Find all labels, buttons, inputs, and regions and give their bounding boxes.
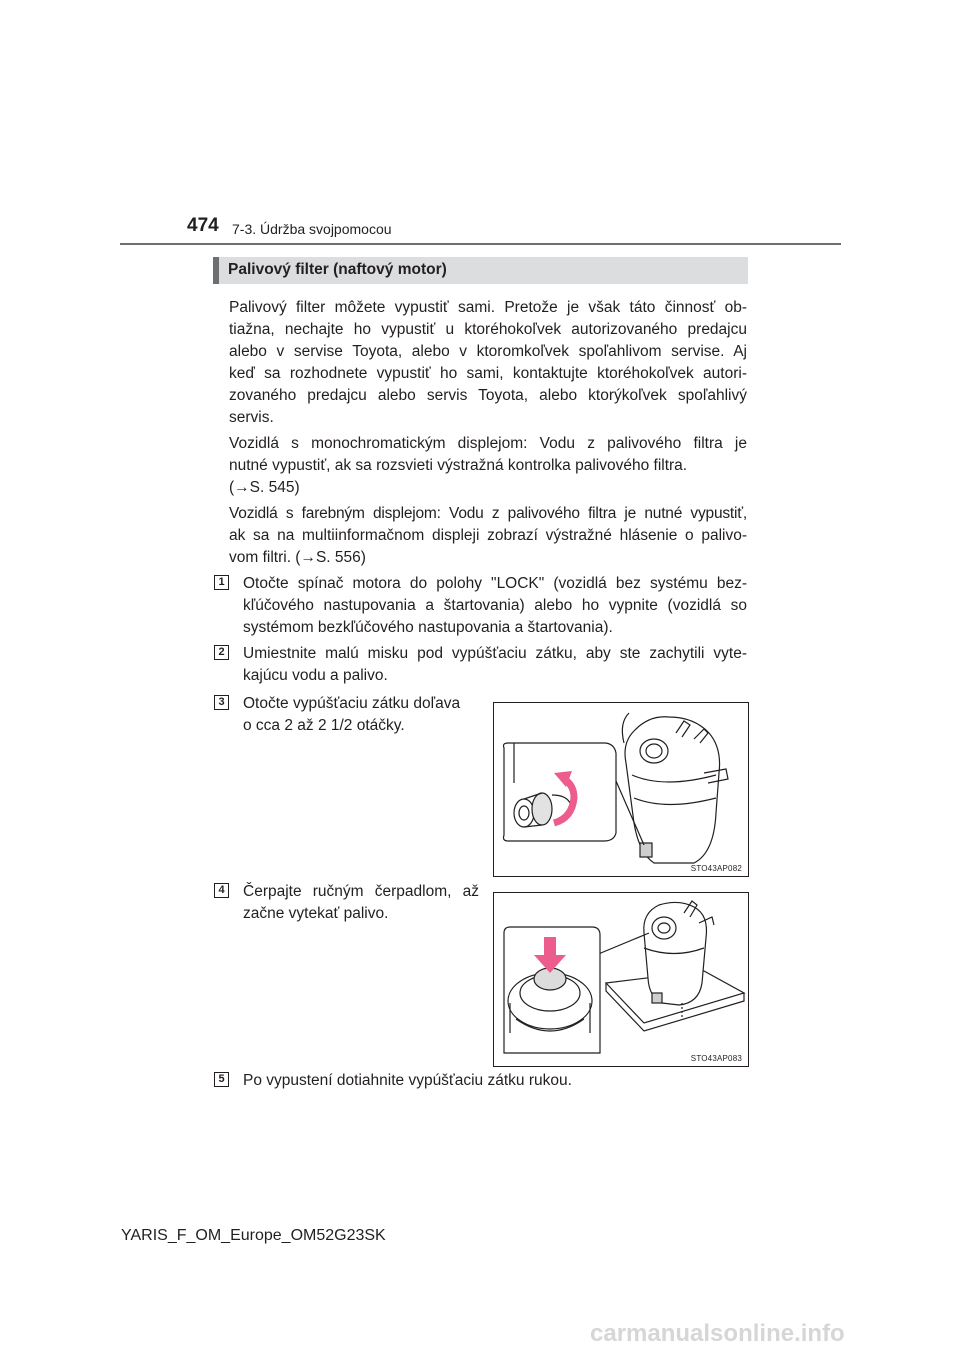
step-2-text — [243, 643, 747, 687]
header-rule — [120, 243, 841, 245]
intro-line: keď sa rozhodnete vypustiť ho sami, kontaktujte ktoréhokoľvek autori- — [229, 365, 747, 382]
step-number-5: 5 — [214, 1072, 229, 1087]
figure-hand-pump — [493, 892, 749, 1067]
figure-code: STO43AP082 — [690, 864, 742, 873]
color-display-paragraph — [229, 503, 747, 569]
intro-line: servis. — [229, 409, 274, 426]
step-1-text — [243, 573, 747, 639]
section-heading-text: Palivový filter (naftový motor) — [228, 261, 447, 278]
mono-line: (→S. 545) — [229, 479, 300, 496]
intro-paragraph — [229, 297, 747, 429]
step-number-4: 4 — [214, 883, 229, 898]
step-5-line: Po vypustení dotiahnite vypúšťaciu zátku rukou. — [243, 1072, 572, 1089]
step-3-line: Otočte vypúšťaciu zátku doľava — [243, 695, 461, 712]
step-3-line: o cca 2 až 2 1/2 otáčky. — [243, 717, 405, 734]
step-1-line: kľúčového nastupovania a štartovania) alebo ho vypnite (vozidlá so — [243, 597, 747, 614]
intro-line: alebo v servise Toyota, alebo v ktoromkoľvek spoľahlivom servise. Aj — [229, 343, 747, 360]
hand-pump-illustration — [494, 893, 749, 1067]
color-line: ak sa na multiinformačnom displeji zobrazí výstražné hlásenie o palivo- — [229, 527, 747, 544]
step-number-1: 1 — [214, 575, 229, 590]
intro-line: Palivový filter môžete vypustiť sami. Pretože je však táto činnosť ob- — [229, 299, 747, 316]
intro-line: tiažna, nechajte ho vypustiť u ktoréhokoľvek autorizovaného predajcu — [229, 321, 747, 338]
figure-drain-plug — [493, 702, 749, 877]
step-3-text — [243, 693, 479, 737]
page-number: 474 — [187, 215, 219, 236]
step-4-line: začne vytekať palivo. — [243, 905, 389, 922]
step-number-3: 3 — [214, 695, 229, 710]
step-5-text — [243, 1070, 747, 1092]
color-line: Vozidlá s farebným displejom: Vodu z palivového filtra je nutné vypustiť, — [229, 505, 747, 522]
footer-document-id: YARIS_F_OM_Europe_OM52G23SK — [121, 1227, 386, 1244]
mono-line: nutné vypustiť, ak sa rozsvieti výstražná kontrolka palivového filtra. — [229, 457, 688, 474]
step-1-line: systémom bezkľúčového nastupovania a štartovania). — [243, 619, 613, 636]
section-heading — [213, 257, 748, 284]
intro-line: zovaného predajcu alebo servis Toyota, alebo ktorýkoľvek spoľahlivý — [229, 387, 747, 404]
step-1-line: Otočte spínač motora do polohy "LOCK" (vozidlá bez systému bez- — [243, 575, 747, 592]
color-line: vom filtri. (→S. 556) — [229, 549, 366, 566]
step-number-2: 2 — [214, 645, 229, 660]
step-4-text — [243, 881, 479, 925]
step-2-line: Umiestnite malú misku pod vypúšťaciu zátku, aby ste zachytili vyte- — [243, 645, 747, 662]
step-2-line: kajúcu vodu a palivo. — [243, 667, 388, 684]
mono-display-paragraph — [229, 433, 747, 499]
drain-plug-illustration — [494, 703, 749, 877]
watermark: carmanualsonline.info — [590, 1320, 845, 1347]
figure-code: STO43AP083 — [690, 1054, 742, 1063]
section-title: 7-3. Údržba svojpomocou — [232, 221, 392, 237]
step-4-line: Čerpajte ručným čerpadlom, až — [243, 883, 479, 900]
mono-line: Vozidlá s monochromatickým displejom: Vodu z palivového filtra je — [229, 435, 747, 452]
